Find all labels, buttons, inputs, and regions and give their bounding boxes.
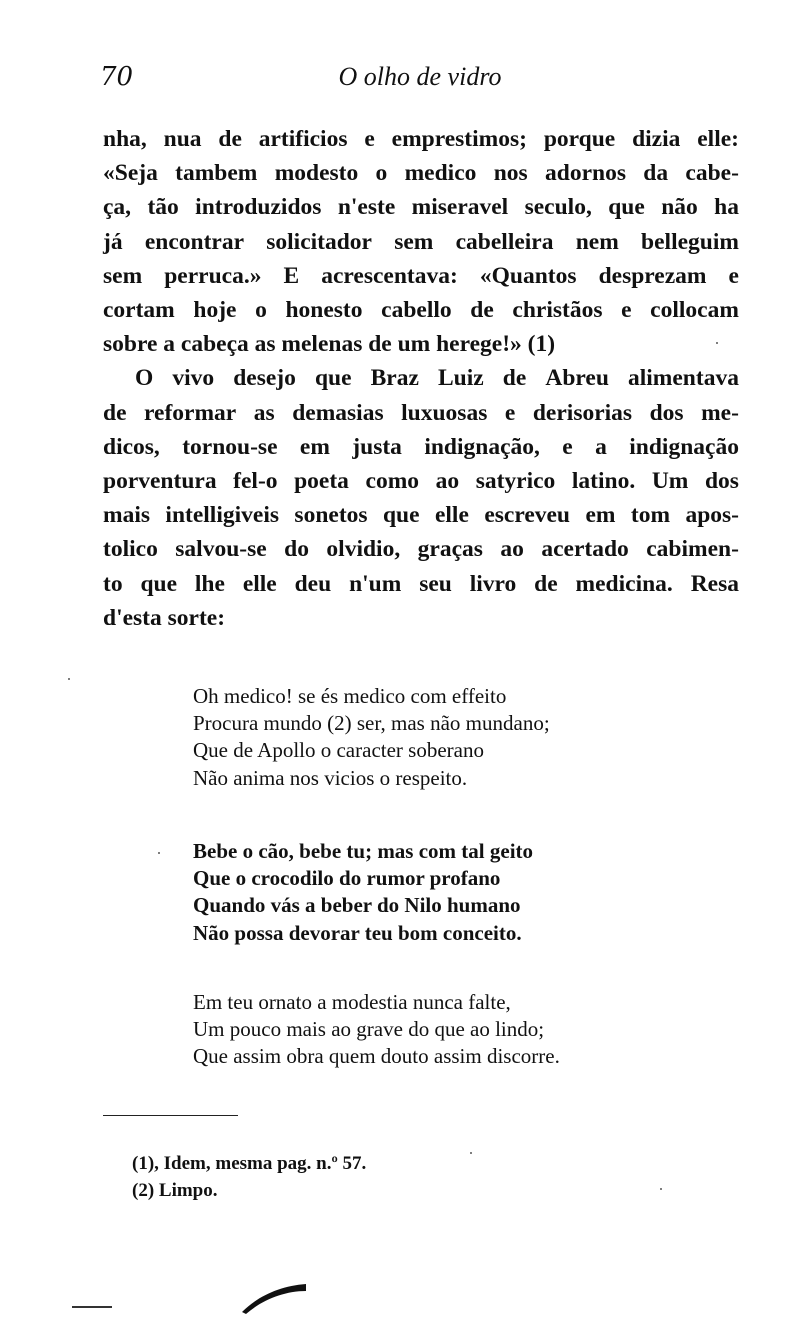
verse-line: Oh medico! se és medico com effeito (193, 684, 507, 708)
prose-body (103, 122, 739, 635)
text-line: to que lhe elle deu n'um seu livro de medicina. Resa (103, 570, 739, 597)
page-header (100, 62, 740, 102)
text-line: sem perruca.» E acrescentava: «Quantos desprezam e (103, 262, 739, 289)
verse-line: Procura mundo (2) ser, mas não mundano; (193, 711, 550, 736)
scan-smudge (72, 1306, 112, 1308)
footnote-2: (2) Limpo. (132, 1180, 218, 1201)
text-line: já encontrar solicitador sem cabelleira nem belleguim (103, 228, 739, 255)
text-line: mais intelligiveis sonetos que elle escreveu em tom apos- (103, 502, 739, 529)
ink-blot-mark (240, 1282, 310, 1316)
verse-line: Que assim obra quem douto assim discorre. (193, 1044, 560, 1069)
scan-speck (158, 852, 160, 854)
text-line: sobre a cabeça as melenas de um herege!» (1) (103, 331, 556, 358)
verse-line: Não possa devorar teu bom conceito. (193, 920, 522, 945)
text-line: tolico salvou-se do olvidio, graças ao acertado cabimen- (103, 536, 739, 563)
poem-stanza-2 (193, 838, 653, 947)
text-line: ça, tão introduzidos n'este miseravel seculo, que não ha (103, 194, 739, 221)
verse-line: Que o crocodilo do rumor profano (193, 866, 501, 891)
text-line: d'esta sorte: (103, 604, 226, 631)
verse-line: Quando vás a beber do Nilo humano (193, 893, 521, 918)
running-title: O olho de vidro (338, 62, 502, 91)
footnote-divider (103, 1115, 238, 1116)
verse-line: Em teu ornato a modestia nunca falte, (193, 990, 511, 1014)
scan-speck (660, 1188, 662, 1190)
verse-line: Não anima nos vicios o respeito. (193, 765, 468, 790)
scan-speck (470, 1152, 472, 1154)
scan-speck (68, 678, 70, 680)
paragraph-2 (103, 361, 739, 635)
poem-stanza-3 (193, 989, 653, 1071)
footnotes (132, 1150, 366, 1204)
text-line: porventura fel-o poeta como ao satyrico latino. Um dos (103, 468, 739, 495)
verse-line: Que de Apollo o caracter soberano (193, 738, 484, 763)
scan-speck (716, 342, 718, 344)
verse-line: Um pouco mais ao grave do que ao lindo; (193, 1017, 545, 1042)
text-line: de reformar as demasias luxuosas e derisorias dos me- (103, 399, 739, 426)
verse-line: Bebe o cão, bebe tu; mas com tal geito (193, 839, 534, 863)
text-line: cortam hoje o honesto cabello de christãos e collocam (103, 297, 739, 324)
text-line: nha, nua de artificios e emprestimos; porque dizia elle: (103, 126, 739, 152)
text-line: «Seja tambem modesto o medico nos adornos da cabe- (103, 160, 739, 187)
page-number: 70 (100, 62, 134, 92)
paragraph-1 (103, 122, 739, 361)
footnote-1: (1), Idem, mesma pag. n.º 57. (132, 1153, 367, 1174)
text-line: dicos, tornou-se em justa indignação, e a indignação (103, 433, 739, 460)
text-line: O vivo desejo que Braz Luiz de Abreu alimentava (135, 365, 739, 392)
poem-stanza-1 (193, 683, 653, 792)
